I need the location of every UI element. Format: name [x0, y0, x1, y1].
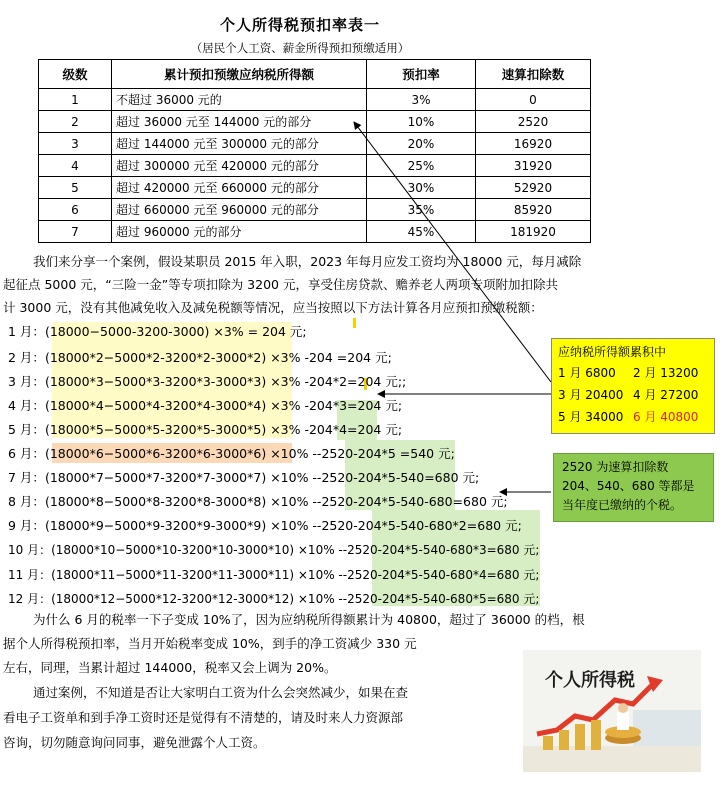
calc-line-3: 3 月：(18000*3−5000*3-3200*3-3000*3) ×3% -204*2=204 元;;	[8, 374, 407, 389]
calc-line-7: 7 月：(18000*7−5000*7-3200*7-3000*7) ×10% --2520-204*5-540=680 元;	[8, 470, 480, 485]
callout-item: 1 月 6800	[558, 366, 616, 380]
cell-income: 超过 660000 元至 960000 元的部分	[112, 199, 367, 221]
tax-illustration-art	[523, 650, 701, 772]
calc-line-12: 12 月：(18000*12−5000*12-3200*12-3000*12) ×10% --2520-204*5-540-680*5=680 元;	[8, 592, 540, 606]
page-subtitle: （居民个人工资、薪金所得预扣预缴适用）	[190, 41, 410, 55]
cell-level: 2	[39, 111, 112, 133]
calc-line-1: 1 月：(18000−5000-3200-3000) ×3% = 204 元;	[8, 324, 307, 339]
outro-line-5: 看电子工资单和到手净工资时还是觉得有不清楚的，请及时来人力资源部	[3, 710, 404, 725]
calc-line-8: 8 月：(18000*8−5000*8-3200*8-3000*8) ×10% --2520-204*5-540-680=680 元;	[8, 494, 508, 509]
header-income: 累计预扣预缴应纳税所得额	[112, 60, 367, 89]
cell-income: 超过 960000 元的部分	[112, 221, 367, 243]
cell-level: 3	[39, 133, 112, 155]
outro-line-3: 左右，同理，当累计超过 144000，税率又会上调为 20%。	[3, 660, 337, 675]
cell-level: 4	[39, 155, 112, 177]
cell-income: 超过 420000 元至 660000 元的部分	[112, 177, 367, 199]
callout-cumulative-income	[551, 338, 715, 434]
calc-line-2: 2 月：(18000*2−5000*2-3200*2-3000*2) ×3% -204 =204 元;	[8, 350, 392, 365]
cell-deduction: 31920	[476, 155, 591, 177]
cell-income: 不超过 36000 元的	[112, 89, 367, 111]
calc-line-10: 10 月：(18000*10−5000*10-3200*10-3000*10) ×10% --2520-204*5-540-680*3=680 元;	[8, 543, 540, 557]
cell-rate: 30%	[367, 177, 476, 199]
cell-rate: 3%	[367, 89, 476, 111]
cell-level: 6	[39, 199, 112, 221]
calc-line-11: 11 月：(18000*11−5000*11-3200*11-3000*11) ×10% --2520-204*5-540-680*4=680 元;	[8, 568, 540, 582]
page-title: 个人所得税预扣率表一	[219, 16, 380, 34]
calc-line-9: 9 月：(18000*9−5000*9-3200*9-3000*9) ×10% --2520-204*5-540-680*2=680 元;	[8, 518, 522, 533]
callout-item: 5 月 34000	[558, 410, 624, 424]
outro-line-6: 咨询，切勿随意询问同事，避免泄露个人工资。	[3, 735, 266, 750]
calc-line-5: 5 月：(18000*5−5000*5-3200*5-3000*5) ×3% -204*4=204 元;	[8, 422, 403, 437]
cell-level: 5	[39, 177, 112, 199]
intro-line-1: 我们来分享一个案例，假设某职员 2015 年入职，2023 年每月应发工资均为 18000 元，每月减除	[33, 254, 582, 269]
callout-line: 2520 为速算扣除数	[562, 460, 669, 474]
arrow-to-table	[354, 122, 551, 382]
outro-line-1: 为什么 6 月的税率一下子变成 10%了，因为应纳税所得额累计为 40800，超过了 36000 的档，根	[33, 612, 585, 627]
callout-item-highlight: 6 月 40800	[633, 410, 699, 424]
callout-item: 4 月 27200	[633, 388, 699, 402]
callout-line: 当年度已缴纳的个税。	[562, 498, 683, 512]
cell-rate: 20%	[367, 133, 476, 155]
calc-line-6: 6 月：(18000*6−5000*6-3200*6-3000*6) ×10% --2520-204*5 =540 元;	[8, 446, 455, 461]
cell-deduction: 181920	[476, 221, 591, 243]
header-deduction: 速算扣除数	[476, 60, 591, 89]
cell-rate: 10%	[367, 111, 476, 133]
intro-line-3: 计 3000 元，没有其他减免收入及减免税额等情况，应当按照以下方法计算各月应预扣预缴税额：	[3, 300, 543, 315]
cell-level: 7	[39, 221, 112, 243]
intro-line-2: 起征点 5000 元，“三险一金”等专项扣除为 3200 元，享受住房贷款、赡养老人两项专项附加扣除共	[3, 277, 558, 292]
cell-level: 1	[39, 89, 112, 111]
callout-title: 应纳税所得额累积中	[558, 345, 667, 359]
outro-line-4: 通过案例，不知道是否让大家明白工资为什么会突然减少，如果在查	[33, 685, 409, 700]
header-rate: 预扣率	[367, 60, 476, 89]
callout-deduction-note	[553, 453, 714, 522]
tax-illustration-image	[523, 650, 701, 772]
cell-deduction: 52920	[476, 177, 591, 199]
callout-item: 3 月 20400	[558, 388, 624, 402]
cell-deduction: 0	[476, 89, 591, 111]
cell-deduction: 2520	[476, 111, 591, 133]
callout-line: 204、540、680 等都是	[562, 479, 695, 493]
cell-rate: 35%	[367, 199, 476, 221]
outro-line-2: 据个人所得税预扣率，当月开始税率变成 10%，到手的净工资减少 330 元	[3, 636, 417, 651]
cell-income: 超过 144000 元至 300000 元的部分	[112, 133, 367, 155]
header-level: 级数	[39, 60, 112, 89]
calc-line-4: 4 月：(18000*4−5000*4-3200*4-3000*4) ×3% -204*3=204 元;	[8, 398, 403, 413]
illustration-caption: 个人所得税	[545, 670, 635, 691]
cell-deduction: 16920	[476, 133, 591, 155]
cell-income: 超过 300000 元至 420000 元的部分	[112, 155, 367, 177]
callout-item: 2 月 13200	[633, 366, 699, 380]
cell-deduction: 85920	[476, 199, 591, 221]
cell-rate: 25%	[367, 155, 476, 177]
cell-income: 超过 36000 元至 144000 元的部分	[112, 111, 367, 133]
cell-rate: 45%	[367, 221, 476, 243]
